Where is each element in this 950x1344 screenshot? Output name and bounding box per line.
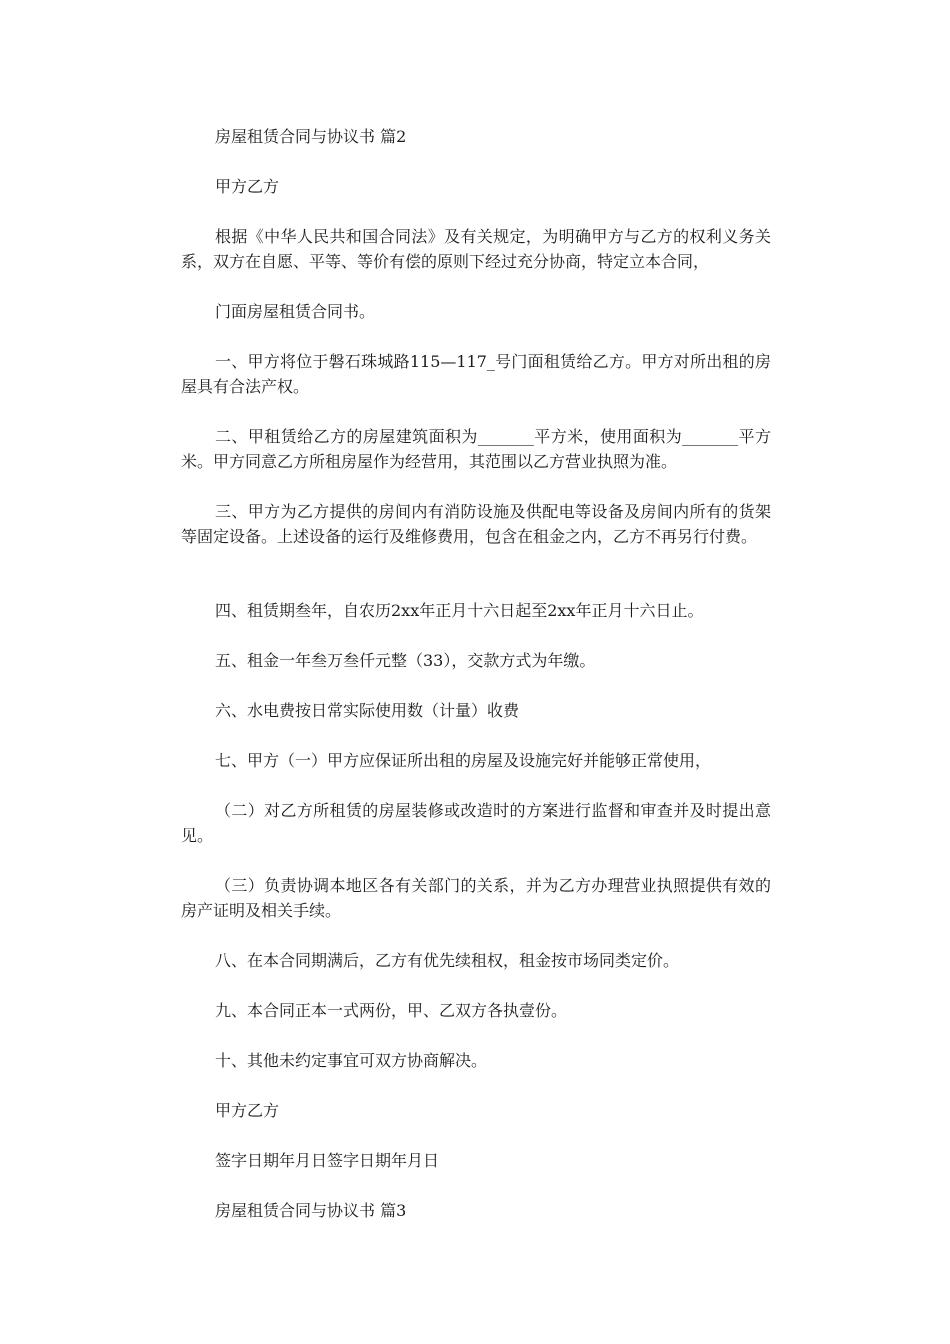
clause-6: 六、水电费按日常实际使用数（计量）收费 (215, 701, 520, 720)
clause-4: 四、租赁期叁年，自农历2xx年正月十六日起至2xx年正月十六日止。 (215, 601, 704, 620)
clause-7: 七、甲方（一）甲方应保证所出租的房屋及设施完好并能够正常使用， (215, 751, 712, 770)
signature-dates: 签字日期年月日签字日期年月日 (215, 1151, 440, 1170)
section-heading-3: 房屋租赁合同与协议书 篇3 (215, 1201, 407, 1220)
clause-10: 十、其他未约定事宜可双方协商解决。 (215, 1051, 488, 1070)
clause-8: 八、在本合同期满后，乙方有优先续租权，租金按市场同类定价。 (215, 951, 680, 970)
clause-9: 九、本合同正本一式两份，甲、乙双方各执壹份。 (215, 1001, 568, 1020)
clause-2: 二、甲租赁给乙方的房屋建筑面积为_______平方米，使用面积为_______平方米。甲方同意乙方所租房屋作为经营用，其范围以乙方营业执照为准。 (181, 427, 771, 471)
clause-7-sub-2: （二）对乙方所租赁的房屋装修或改造时的方案进行监督和审查并及时提出意见。 (181, 801, 771, 845)
clause-5: 五、租金一年叁万叁仟元整（33），交款方式为年缴。 (215, 651, 596, 670)
preamble-paragraph: 根据《中华人民共和国合同法》及有关规定，为明确甲方与乙方的权利义务关系，双方在自愿、平等、等价有偿的原则下经过充分协商，特定立本合同， (181, 227, 771, 271)
clause-7-sub-3: （三）负责协调本地区各有关部门的关系，并为乙方办理营业执照提供有效的房产证明及相关手续。 (181, 876, 771, 920)
clause-1: 一、甲方将位于磐石珠城路115—117_号门面租赁给乙方。甲方对所出租的房屋具有合法产权。 (181, 352, 771, 396)
party-line: 甲方乙方 (215, 177, 280, 196)
clause-3: 三、甲方为乙方提供的房间内有消防设施及供配电等设备及房间内所有的货架等固定设备。上述设备的运行及维修费用，包含在租金之内，乙方不再另行付费。 (181, 502, 771, 546)
section-heading-2: 房屋租赁合同与协议书 篇2 (215, 127, 407, 146)
signature-parties: 甲方乙方 (215, 1101, 280, 1120)
contract-title-line: 门面房屋租赁合同书。 (215, 302, 376, 321)
